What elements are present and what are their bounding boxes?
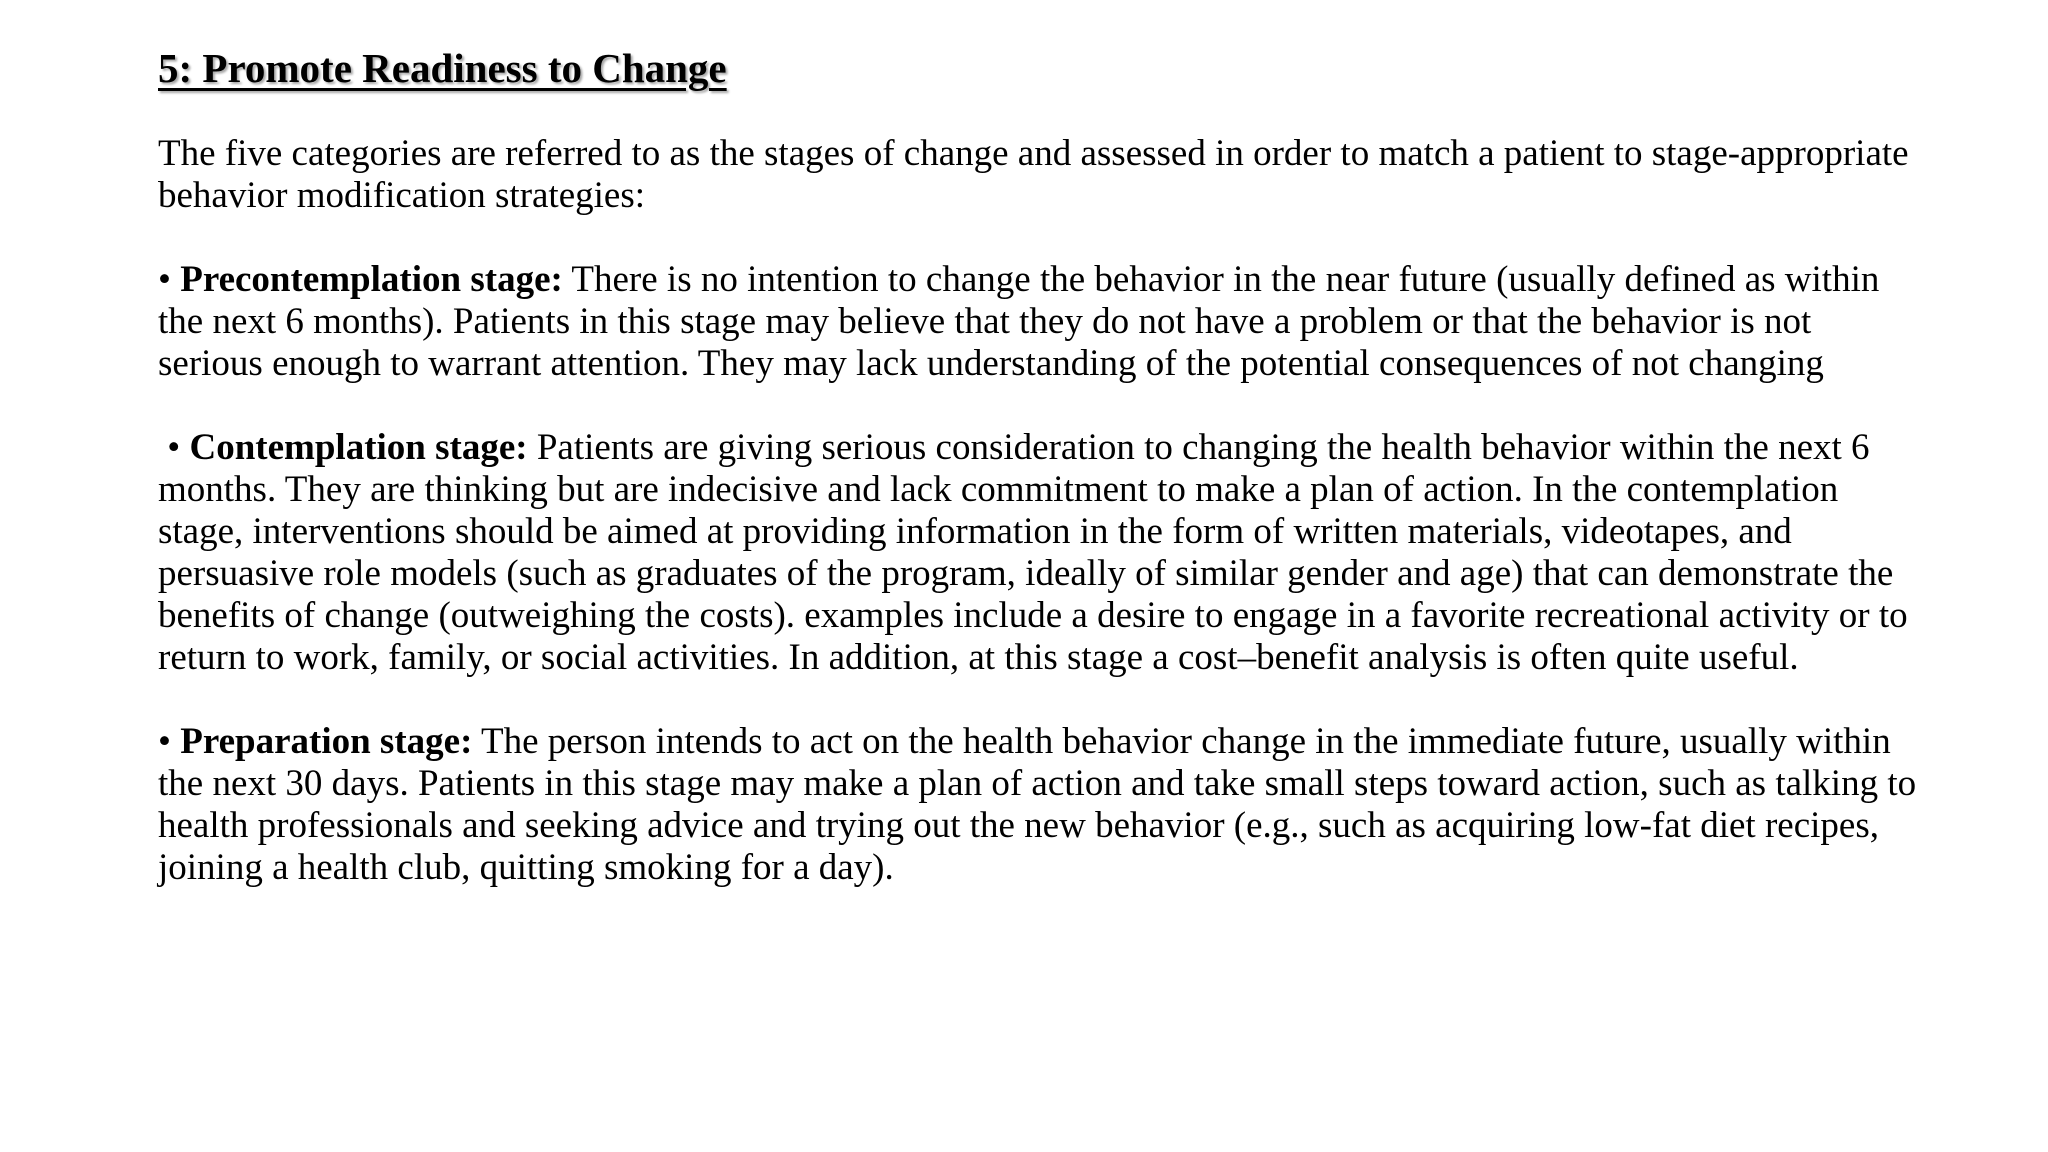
- stage-contemplation: [158, 427, 1918, 679]
- slide-body: [158, 133, 1918, 931]
- bullet: •: [158, 721, 171, 762]
- stage-description: There is no intention to change the behavior in the near future (usually defined as within the next 6 months). Patients in this stage may believe that they do not have a problem or that the behavior is not serious enough to warrant attention. They may lack understanding of the potential consequences of not changing: [158, 259, 1880, 384]
- stage-term: Precontemplation stage:: [180, 259, 563, 300]
- stage-term: Preparation stage:: [180, 721, 473, 762]
- bullet: •: [167, 427, 181, 468]
- stage-description: Patients are giving serious consideration to changing the health behavior within the next 6 months. They are thinking but are indecisive and lack commitment to make a plan of action. In the contemplation stage, interventions should be aimed at providing information in the form of written materials, videotapes, and persuasive role models (such as graduates of the program, ideally of similar gender and age) that can demonstrate the benefits of change (outweighing the costs). examples include a desire to engage in a favorite recreational activity or to return to work, family, or social activities. In addition, at this stage a cost–benefit analysis is often quite useful.: [158, 427, 1908, 678]
- stage-term: Contemplation stage:: [189, 427, 528, 468]
- stage-preparation: [158, 721, 1918, 889]
- stage-description: The person intends to act on the health behavior change in the immediate future, usually within the next 30 days. Patients in this stage may make a plan of action and take small steps toward action, such as talking to health professionals and seeking advice and trying out the new behavior (e.g., such as acquiring low-fat diet recipes, joining a health club, quitting smoking for a day).: [158, 721, 1917, 888]
- stage-precontemplation: [158, 259, 1918, 385]
- intro-paragraph: The five categories are referred to as the stages of change and assessed in order to match a patient to stage-appropriate behavior modification strategies:: [158, 133, 1909, 216]
- slide-title: 5: Promote Readiness to Change: [158, 45, 727, 91]
- bullet: •: [158, 259, 171, 300]
